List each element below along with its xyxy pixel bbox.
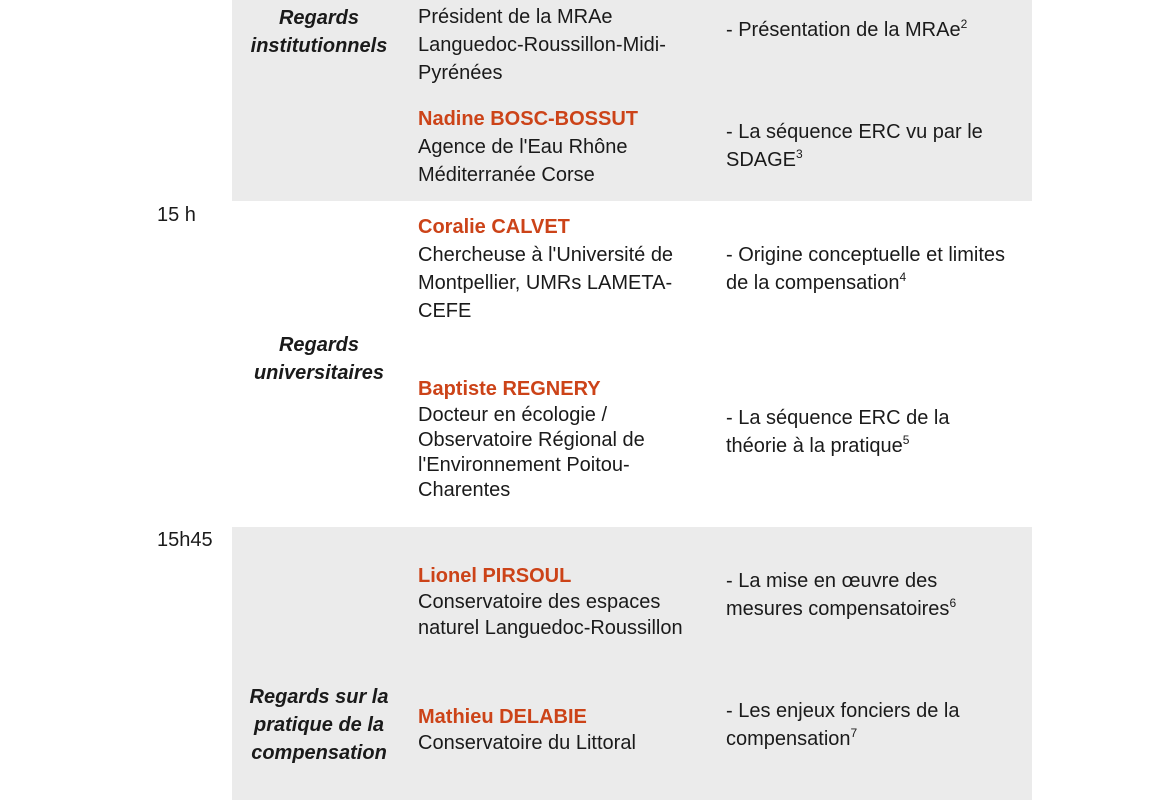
topic-erc-theorie-pratique: - La séquence ERC de la théorie à la pratique$^5$ — [726, 407, 950, 457]
speaker-affiliation: Président de la MRAe Languedoc-Roussillon-Midi-Pyrénées — [418, 6, 666, 84]
speaker-affiliation: Agence de l'Eau Rhône Méditerranée Corse — [418, 136, 628, 186]
section-regards-pratique: Regards sur la pratique de la compensation — [249, 686, 389, 764]
time-15h: 15 h — [157, 204, 196, 226]
speaker-affiliation: Chercheuse à l'Université de Montpellier, UMRs LAMETA-CEFE — [418, 244, 674, 322]
speaker-regnery — [418, 375, 708, 503]
footnote-ref: 5 — [902, 433, 910, 447]
speaker-name: Baptiste REGNERY — [418, 378, 601, 400]
speaker-calvet — [418, 213, 708, 325]
topic-origine-compensation: - Origine conceptuelle et limites de la compensation$^4$ — [726, 244, 1006, 294]
topic-enjeux-fonciers: - Les enjeux fonciers de la compensation$^7$ — [726, 700, 960, 750]
speaker-name: Coralie CALVET — [418, 216, 570, 238]
speaker-pirsoul — [418, 563, 708, 641]
time-15h45: 15h45 — [157, 529, 213, 551]
speaker-delabie — [418, 704, 708, 756]
speaker-affiliation: Conservatoire du Littoral — [418, 732, 636, 754]
section-regards-universitaires: Regards universitaires — [253, 334, 385, 384]
speaker-president-mrae — [418, 3, 708, 87]
speaker-bosc-bossut — [418, 105, 708, 189]
footnote-ref: 2 — [960, 17, 968, 31]
speaker-affiliation: Conservatoire des espaces naturel Languedoc-Roussillon — [418, 591, 683, 639]
footnote-ref: 4 — [899, 270, 907, 284]
speaker-name: Nadine BOSC-BOSSUT — [418, 108, 639, 130]
topic-mesures-compensatoires: - La mise en œuvre des mesures compensatoires$^6$ — [726, 570, 957, 620]
speaker-name: Lionel PIRSOUL — [418, 565, 572, 587]
footnote-ref: 6 — [949, 596, 957, 610]
footnote-ref: 3 — [796, 147, 803, 161]
speaker-name: Mathieu DELABIE — [418, 706, 587, 728]
topic-erc-sdage: - La séquence ERC vu par le SDAGE$^3$ — [726, 121, 983, 171]
speaker-affiliation: Docteur en écologie / Observatoire Régional de l'Environnement Poitou-Charentes — [418, 404, 645, 501]
footnote-ref: 7 — [850, 726, 858, 740]
section-regards-institutionnels: Regards institutionnels — [250, 7, 388, 57]
topic-presentation-mrae: - Présentation de la MRAe$^2$ — [726, 17, 968, 41]
